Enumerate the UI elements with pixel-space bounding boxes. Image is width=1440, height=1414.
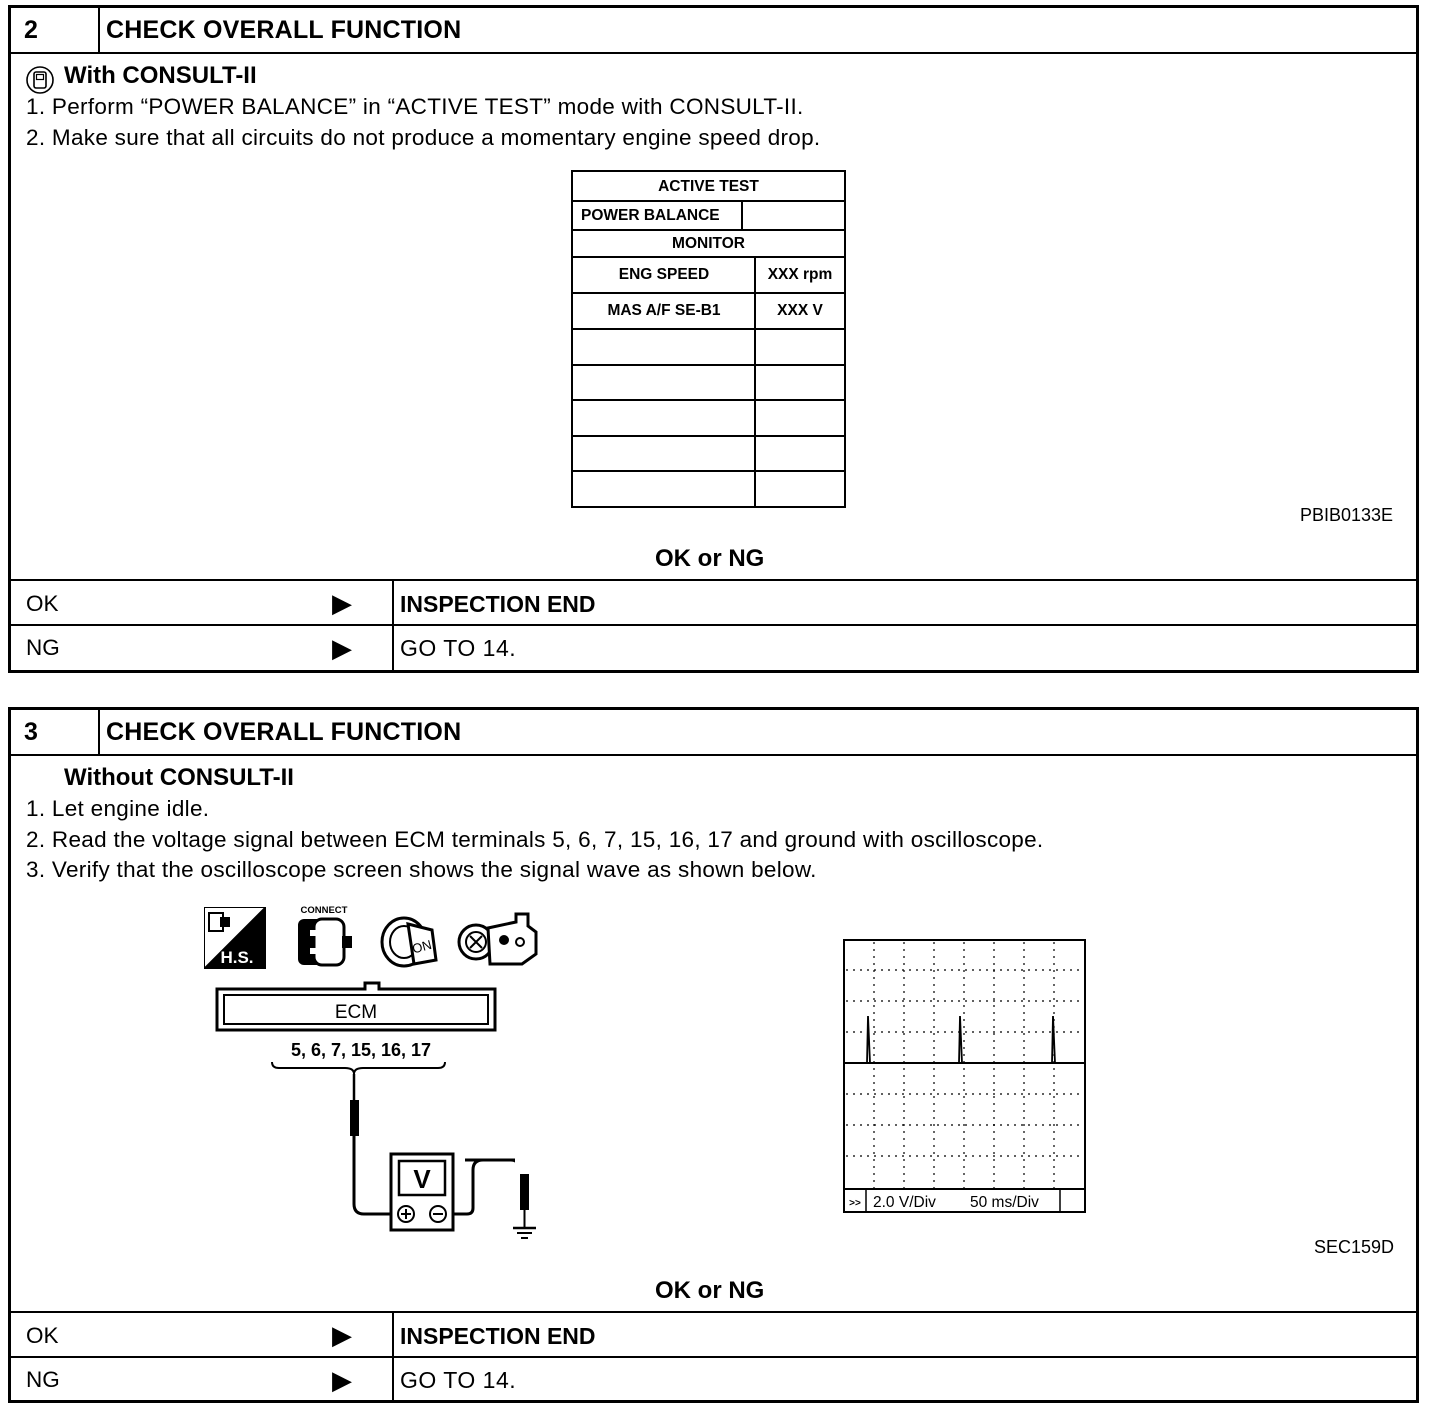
monitor-row-name: ENG SPEED — [618, 266, 710, 283]
step-2-results-divider — [10, 579, 1417, 581]
result-ng-text: GO TO 14. — [400, 635, 517, 661]
step-3-instruction-2: 2. Read the voltage signal between ECM terminals 5, 6, 7, 15, 16, 17 and ground with oscilloscope. — [26, 827, 1044, 852]
step-3-results-col-divider — [392, 1312, 394, 1401]
step-2-instruction-2: 2. Make sure that all circuits do not produce a momentary engine speed drop. — [26, 125, 821, 150]
step-2-mode-label: With CONSULT-II — [64, 62, 257, 89]
result-ok-label: OK — [26, 1323, 59, 1348]
figure-id: PBIB0133E — [1300, 505, 1394, 525]
hs-label: H.S. — [220, 948, 254, 967]
step-3-mode-label: Without CONSULT-II — [64, 764, 294, 791]
ok-ng-label: OK or NG — [655, 1277, 765, 1304]
arrow-right-icon: ▶ — [332, 1365, 352, 1395]
result-ng-label: NG — [26, 635, 60, 660]
monitor-row-value: XXX V — [777, 302, 823, 319]
step-3-instruction-3: 3. Verify that the oscilloscope screen shows the signal wave as shown below. — [26, 857, 817, 882]
scope-range-icon: >> — [849, 1198, 861, 1209]
arrow-right-icon: ▶ — [332, 633, 352, 663]
ecm-wiring-diagram — [205, 980, 515, 1245]
step-3-number-divider — [98, 709, 100, 755]
step-2-instruction-1: 1. Perform “POWER BALANCE” in “ACTIVE TEST” mode with CONSULT-II. — [26, 94, 804, 119]
figure-id: SEC159D — [1314, 1237, 1395, 1257]
step-2-results-col-divider — [392, 580, 394, 671]
step-2-header-divider — [10, 52, 1417, 54]
step-3-results-divider — [10, 1311, 1417, 1313]
step-2-number-divider — [98, 7, 100, 53]
ground-probe — [508, 1150, 548, 1250]
monitor-row-name: MAS A/F SE-B1 — [607, 302, 721, 319]
ignition-key-on-icon — [378, 910, 442, 970]
ok-ng-label: OK or NG — [655, 545, 765, 572]
active-test-table — [571, 170, 846, 508]
step-2-title: CHECK OVERALL FUNCTION — [106, 16, 462, 44]
engine-running-icon — [456, 910, 540, 972]
result-ng-text: GO TO 14. — [400, 1367, 517, 1393]
step-3-title: CHECK OVERALL FUNCTION — [106, 718, 462, 746]
step-3-number: 3 — [24, 718, 38, 746]
monitor-row-value: XXX rpm — [767, 266, 833, 283]
scope-volt-div: 2.0 V/Div — [873, 1194, 936, 1211]
active-test-item: POWER BALANCE — [581, 207, 720, 224]
ecm-terminals-label: 5, 6, 7, 15, 16, 17 — [290, 1040, 432, 1060]
connect-connector-icon — [290, 903, 360, 969]
result-ok-text: INSPECTION END — [400, 1323, 596, 1349]
result-ok-text: INSPECTION END — [400, 591, 596, 617]
arrow-right-icon: ▶ — [332, 1320, 352, 1350]
active-test-title: ACTIVE TEST — [658, 178, 759, 195]
connect-label: CONNECT — [300, 905, 348, 916]
ecm-label: ECM — [334, 1002, 378, 1023]
step-3-instruction-1: 1. Let engine idle. — [26, 796, 210, 821]
result-ok-label: OK — [26, 591, 59, 616]
step-2-results-row-divider — [10, 624, 1417, 626]
arrow-right-icon: ▶ — [332, 588, 352, 618]
step-2-number: 2 — [24, 16, 38, 44]
result-ng-label: NG — [26, 1367, 60, 1392]
active-test-monitor: MONITOR — [672, 235, 745, 252]
step-3-results-row-divider — [10, 1356, 1417, 1358]
hs-harness-icon — [204, 907, 266, 969]
key-on-label: ON — [410, 936, 434, 957]
consult-tool-icon — [24, 65, 56, 95]
step-3-header-divider — [10, 754, 1417, 756]
oscilloscope-screen — [843, 939, 1087, 1214]
scope-time-div: 50 ms/Div — [970, 1194, 1039, 1211]
meter-label: V — [413, 1164, 431, 1194]
